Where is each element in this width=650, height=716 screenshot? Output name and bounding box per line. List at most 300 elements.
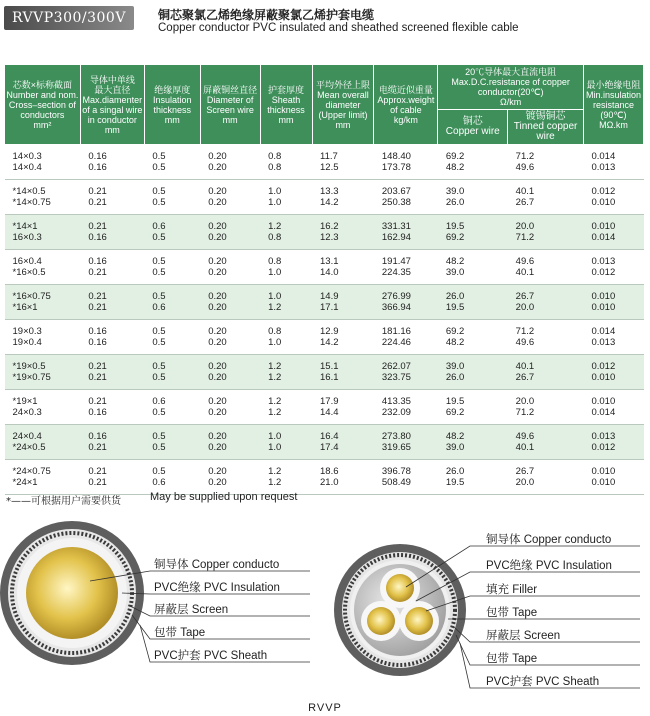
cell-value: 0.21: [88, 442, 107, 453]
header-line: (90℃): [600, 109, 627, 120]
header-line: Ω/km: [500, 97, 522, 107]
header-line: 屏蔽铜丝直径: [203, 84, 258, 95]
cell-value: 39.0: [445, 186, 465, 197]
cell-value: 0.20: [208, 477, 227, 488]
table-cell-sheath: [260, 425, 312, 460]
header-line: in conductor: [87, 114, 137, 125]
diagram-label: 包带 Tape: [486, 653, 538, 665]
table-cell-scr: [200, 320, 260, 355]
header-line: 最小绝缘电阻: [586, 79, 641, 90]
header-line: Diameter of: [206, 94, 254, 105]
header-screen-wire: [200, 65, 260, 145]
cell-value: 1.2: [268, 302, 282, 313]
header-line: Max.D.C.resistance of copper conductor(20℃): [451, 77, 570, 97]
table-cell-ir: [583, 215, 643, 250]
cell-value: 0.8: [268, 326, 282, 337]
header-line: kg/km: [393, 114, 418, 125]
cell-value: 0.014: [591, 151, 616, 162]
header-line: 最大直径: [94, 84, 131, 95]
table-cell-scr: [200, 145, 260, 180]
cell-value: 19.5: [445, 477, 465, 488]
table-cell-ir: [583, 320, 643, 355]
cell-value: 0.21: [88, 291, 107, 302]
cell-value: 323.75: [381, 372, 411, 383]
table-cell-ins: [144, 285, 200, 320]
cell-value: 26.0: [445, 197, 465, 208]
table-cell-sheath: [260, 180, 312, 215]
header-line: Min.insulation: [585, 89, 641, 100]
cell-value: 0.5: [152, 361, 166, 372]
cell-value: 24×0.3: [12, 407, 42, 418]
cell-value: 0.21: [88, 372, 107, 383]
table-cell-tin: [508, 180, 584, 215]
cell-value: 0.21: [88, 477, 107, 488]
cell-value: 262.07: [381, 361, 411, 372]
table-cell-cu: [438, 180, 508, 215]
diagram-label: 填充 Filler: [486, 584, 538, 596]
diagram-label: PVC护套 PVC Sheath: [154, 650, 268, 662]
diagram-label: PVC绝缘 PVC Insulation: [486, 560, 612, 572]
cell-value: 18.6: [320, 466, 339, 477]
cell-value: 39.0: [445, 442, 465, 453]
cell-value: 1.0: [268, 186, 282, 197]
diagram-label: PVC护套 PVC Sheath: [486, 676, 600, 688]
cell-value: 224.46: [381, 337, 411, 348]
table-cell-dia: [312, 145, 374, 180]
header-line: thickness: [153, 104, 192, 115]
core-conductor-top: [386, 574, 414, 602]
cell-value: 1.0: [268, 431, 282, 442]
cell-value: 0.21: [88, 466, 107, 477]
cell-value: 1.2: [268, 407, 282, 418]
cell-value: 49.6: [515, 337, 535, 348]
header-line: mm: [335, 119, 351, 130]
cell-value: 0.014: [591, 232, 616, 243]
header-line: mm: [164, 114, 180, 125]
cell-value: *19×0.5: [12, 361, 46, 372]
table-row: [5, 215, 644, 250]
cell-value: 14.2: [320, 337, 339, 348]
cell-value: 16×0.3: [12, 232, 42, 243]
header-line: Screen wire: [206, 104, 254, 115]
cell-value: 1.2: [268, 361, 282, 372]
table-cell-ir: [583, 355, 643, 390]
cell-value: 0.16: [88, 337, 107, 348]
table-cell-cu: [438, 215, 508, 250]
core-conductor-left: [367, 607, 395, 635]
cell-value: 14.4: [320, 407, 339, 418]
left-cable-diagram: [0, 521, 310, 665]
table-cell-ins: [144, 180, 200, 215]
table-cell-dia: [312, 390, 374, 425]
cell-value: 0.5: [152, 442, 166, 453]
cell-value: 0.5: [152, 162, 166, 173]
cell-value: 0.6: [152, 477, 166, 488]
cell-value: 69.2: [445, 326, 465, 337]
cell-value: 26.7: [515, 197, 535, 208]
cell-value: 276.99: [381, 291, 411, 302]
cell-value: 0.21: [88, 302, 107, 313]
cell-value: *14×1: [12, 221, 38, 232]
table-cell-ins: [144, 320, 200, 355]
diagram-label: 包带 Tape: [486, 607, 538, 619]
cell-value: 1.2: [268, 372, 282, 383]
cell-value: 0.013: [591, 431, 616, 442]
table-cell-cores: [5, 285, 81, 320]
cell-value: 0.8: [268, 232, 282, 243]
cell-value: 0.5: [152, 256, 166, 267]
spec-table: [4, 64, 644, 495]
cell-value: *24×1: [12, 477, 38, 488]
cell-value: 19.5: [445, 396, 465, 407]
header-line: diameter: [325, 99, 361, 110]
footer-series: RVVP: [308, 702, 342, 714]
cell-value: 1.0: [268, 197, 282, 208]
cell-value: 19×0.4: [12, 337, 42, 348]
header-resistance: [438, 65, 584, 110]
table-cell-cu: [438, 425, 508, 460]
table-cell-dia: [312, 425, 374, 460]
cell-value: 0.5: [152, 431, 166, 442]
cell-value: 13.3: [320, 186, 339, 197]
cell-value: 224.35: [381, 267, 411, 278]
cell-value: 0.20: [208, 197, 227, 208]
cell-value: 14.0: [320, 267, 339, 278]
header-line: Number and nom.: [6, 89, 79, 100]
cell-value: 26.7: [515, 466, 535, 477]
table-cell-dia: [312, 355, 374, 390]
cell-value: 0.20: [208, 361, 227, 372]
table-cell-wt: [374, 250, 438, 285]
cell-value: *14×0.5: [12, 186, 46, 197]
cell-value: 1.0: [268, 337, 282, 348]
table-cell-sheath: [260, 285, 312, 320]
header-line: 铜芯: [462, 116, 483, 127]
cell-value: 13.1: [320, 256, 339, 267]
header-line: mm²: [33, 119, 52, 130]
cell-value: 19.5: [445, 221, 465, 232]
cell-value: 26.7: [515, 372, 535, 383]
cell-value: 40.1: [515, 186, 535, 197]
cell-value: 48.2: [445, 431, 465, 442]
cell-value: 49.6: [515, 162, 535, 173]
table-row: [5, 180, 644, 215]
cell-value: 0.010: [591, 291, 616, 302]
cell-value: 40.1: [515, 442, 535, 453]
table-cell-cu: [438, 320, 508, 355]
table-cell-wire: [80, 145, 144, 180]
cell-value: 20.0: [515, 477, 535, 488]
cell-value: 19×0.3: [12, 326, 42, 337]
series-badge: [4, 6, 134, 30]
cell-value: 0.20: [208, 326, 227, 337]
header-line: mm: [222, 114, 238, 125]
table-cell-tin: [508, 215, 584, 250]
cell-value: 181.16: [381, 326, 411, 337]
table-cell-cores: [5, 180, 81, 215]
cell-value: 1.0: [268, 442, 282, 453]
cell-value: 1.0: [268, 291, 282, 302]
cell-value: 0.16: [88, 326, 107, 337]
cell-value: 14.2: [320, 197, 339, 208]
footnote-english: May be supplied upon request: [150, 491, 298, 503]
cell-value: 0.010: [591, 477, 616, 488]
cell-value: 203.67: [381, 186, 411, 197]
table-cell-wire: [80, 425, 144, 460]
cell-value: 0.010: [591, 197, 616, 208]
diagram-label: 屏蔽层 Screen: [486, 630, 561, 642]
cell-value: 48.2: [445, 256, 465, 267]
table-cell-sheath: [260, 145, 312, 180]
table-cell-ins: [144, 215, 200, 250]
header-line: Approx.weight: [377, 94, 435, 105]
cell-value: 0.010: [591, 221, 616, 232]
table-cell-scr: [200, 355, 260, 390]
cell-value: 0.21: [88, 197, 107, 208]
header-line: MΩ.km: [599, 119, 628, 130]
cell-value: 17.1: [320, 302, 339, 313]
table-cell-tin: [508, 355, 584, 390]
footnote-chinese: *——可根据用户需要供货: [6, 496, 121, 507]
cell-value: 16.4: [320, 431, 339, 442]
cell-value: 0.5: [152, 151, 166, 162]
table-cell-ir: [583, 390, 643, 425]
cell-value: 413.35: [381, 396, 411, 407]
table-cell-sheath: [260, 355, 312, 390]
cell-value: 173.78: [381, 162, 411, 173]
table-cell-cu: [438, 285, 508, 320]
table-row: [5, 390, 644, 425]
cell-value: 14×0.3: [12, 151, 42, 162]
header-line: Max.diamenter: [82, 94, 143, 105]
table-cell-tin: [508, 320, 584, 355]
right-label-group: [486, 532, 612, 688]
title-english: Copper conductor PVC insulated and sheathed screened flexible cable: [158, 22, 519, 34]
cell-value: 0.20: [208, 186, 227, 197]
table-cell-cu: [438, 390, 508, 425]
header-sheath: [260, 65, 312, 145]
table-cell-dia: [312, 460, 374, 495]
table-cell-wt: [374, 355, 438, 390]
cell-value: 0.20: [208, 291, 227, 302]
table-cell-wt: [374, 145, 438, 180]
header-line: Insulation: [153, 94, 192, 105]
cell-value: *14×0.75: [12, 197, 51, 208]
cell-value: 1.2: [268, 221, 282, 232]
cell-value: 69.2: [445, 232, 465, 243]
header-line: 电缆近似重量: [378, 84, 433, 95]
cell-value: 17.9: [320, 396, 339, 407]
header-line: Mean overall: [317, 89, 369, 100]
table-row: [5, 250, 644, 285]
cell-value: 20.0: [515, 221, 535, 232]
table-cell-scr: [200, 390, 260, 425]
cell-value: 0.20: [208, 232, 227, 243]
cell-value: 319.65: [381, 442, 411, 453]
cell-value: 12.5: [320, 162, 339, 173]
cell-value: 0.5: [152, 337, 166, 348]
left-conductor: [26, 547, 118, 639]
cell-value: 0.20: [208, 372, 227, 383]
table-row: [5, 425, 644, 460]
cell-value: 20.0: [515, 302, 535, 313]
cell-value: *24×0.75: [12, 466, 51, 477]
cell-value: 16.1: [320, 372, 339, 383]
table-cell-wire: [80, 390, 144, 425]
table-cell-cu: [438, 145, 508, 180]
cell-value: 48.2: [445, 337, 465, 348]
cell-value: 0.8: [268, 151, 282, 162]
cell-value: 0.16: [88, 232, 107, 243]
cell-value: 0.5: [152, 407, 166, 418]
cell-value: 0.16: [88, 431, 107, 442]
cell-value: 40.1: [515, 361, 535, 372]
table-cell-scr: [200, 285, 260, 320]
cell-value: *16×1: [12, 302, 38, 313]
cell-value: 14.9: [320, 291, 339, 302]
diagram-label: 包带 Tape: [154, 627, 206, 639]
header-insulation: [144, 65, 200, 145]
cell-value: 0.5: [152, 326, 166, 337]
header-line: Cross–section of: [8, 99, 76, 110]
cell-value: 331.31: [381, 221, 411, 232]
left-label-group: [154, 557, 280, 662]
table-cell-wire: [80, 320, 144, 355]
table-cell-dia: [312, 180, 374, 215]
table-row: [5, 145, 644, 180]
cell-value: 0.010: [591, 302, 616, 313]
table-cell-dia: [312, 320, 374, 355]
cell-value: 0.013: [591, 162, 616, 173]
cell-value: 71.2: [515, 151, 535, 162]
table-cell-wire: [80, 460, 144, 495]
table-cell-ir: [583, 250, 643, 285]
cell-value: 12.9: [320, 326, 339, 337]
cell-value: 0.6: [152, 396, 166, 407]
table-cell-cores: [5, 460, 81, 495]
cell-value: 69.2: [445, 407, 465, 418]
cell-value: 0.8: [268, 256, 282, 267]
cell-value: 0.20: [208, 162, 227, 173]
table-cell-wire: [80, 355, 144, 390]
cell-value: 0.013: [591, 337, 616, 348]
table-cell-scr: [200, 425, 260, 460]
table-cell-wt: [374, 425, 438, 460]
cell-value: 71.2: [515, 326, 535, 337]
header-line: Tinned copper wire: [513, 121, 578, 142]
cell-value: 16.2: [320, 221, 339, 232]
header-line: thickness: [267, 104, 305, 115]
cell-value: 1.0: [268, 267, 282, 278]
table-cell-wt: [374, 215, 438, 250]
header-insulation-resistance: [583, 65, 643, 145]
header-line: of cable: [390, 104, 422, 115]
cell-value: 0.20: [208, 442, 227, 453]
table-cell-dia: [312, 215, 374, 250]
cell-value: 39.0: [445, 267, 465, 278]
table-cell-wire: [80, 250, 144, 285]
table-cell-cores: [5, 145, 81, 180]
header-weight: [374, 65, 438, 145]
cell-value: 0.014: [591, 407, 616, 418]
table-cell-cores: [5, 425, 81, 460]
table-cell-ins: [144, 390, 200, 425]
cell-value: 0.20: [208, 431, 227, 442]
cell-value: 0.16: [88, 256, 107, 267]
table-cell-dia: [312, 285, 374, 320]
table-header-row: [5, 65, 644, 110]
header-line: of a singal wire: [82, 104, 143, 115]
cell-value: 191.47: [381, 256, 411, 267]
table-cell-scr: [200, 460, 260, 495]
cell-value: 26.0: [445, 466, 465, 477]
cell-value: 0.21: [88, 221, 107, 232]
cell-value: 0.16: [88, 162, 107, 173]
table-cell-sheath: [260, 390, 312, 425]
table-cell-tin: [508, 250, 584, 285]
cell-value: *24×0.5: [12, 442, 46, 453]
header-line: conductors: [20, 109, 65, 120]
cell-value: 0.20: [208, 151, 227, 162]
cell-value: 0.6: [152, 302, 166, 313]
table-row: [5, 285, 644, 320]
cell-value: 48.2: [445, 162, 465, 173]
table-cell-dia: [312, 250, 374, 285]
header-line: Copper wire: [445, 126, 500, 137]
table-cell-ins: [144, 460, 200, 495]
table-row: [5, 355, 644, 390]
header-line: 20℃导体最大直流电阻: [465, 67, 557, 77]
cell-value: 0.012: [591, 442, 616, 453]
cell-value: 17.4: [320, 442, 339, 453]
table-row: [5, 460, 644, 495]
cell-value: 1.2: [268, 477, 282, 488]
table-cell-wt: [374, 180, 438, 215]
series-code: RVVP300/300V: [12, 10, 126, 26]
cell-value: 1.2: [268, 466, 282, 477]
table-cell-sheath: [260, 460, 312, 495]
cell-value: 162.94: [381, 232, 411, 243]
cell-value: 0.21: [88, 396, 107, 407]
cell-value: 71.2: [515, 232, 535, 243]
right-cable-diagram: [334, 532, 640, 688]
cell-value: 0.5: [152, 267, 166, 278]
table-cell-sheath: [260, 320, 312, 355]
cell-value: 19.5: [445, 302, 465, 313]
cell-value: 24×0.4: [12, 431, 42, 442]
table-cell-wt: [374, 390, 438, 425]
table-cell-tin: [508, 390, 584, 425]
table-cell-ins: [144, 145, 200, 180]
table-cell-ins: [144, 355, 200, 390]
cell-value: 366.94: [381, 302, 411, 313]
cell-value: 148.40: [381, 151, 411, 162]
cell-value: 0.20: [208, 302, 227, 313]
cell-value: 0.012: [591, 186, 616, 197]
table-cell-cores: [5, 320, 81, 355]
table-cell-cores: [5, 250, 81, 285]
cell-value: 0.010: [591, 466, 616, 477]
header-line: 芯数×标称截面: [12, 79, 73, 90]
table-cell-ir: [583, 285, 643, 320]
table-cell-ir: [583, 180, 643, 215]
cell-value: 11.7: [320, 151, 338, 162]
table-cell-wire: [80, 285, 144, 320]
cell-value: 71.2: [515, 407, 535, 418]
table-cell-cores: [5, 215, 81, 250]
cell-value: 232.09: [381, 407, 411, 418]
table-cell-tin: [508, 460, 584, 495]
